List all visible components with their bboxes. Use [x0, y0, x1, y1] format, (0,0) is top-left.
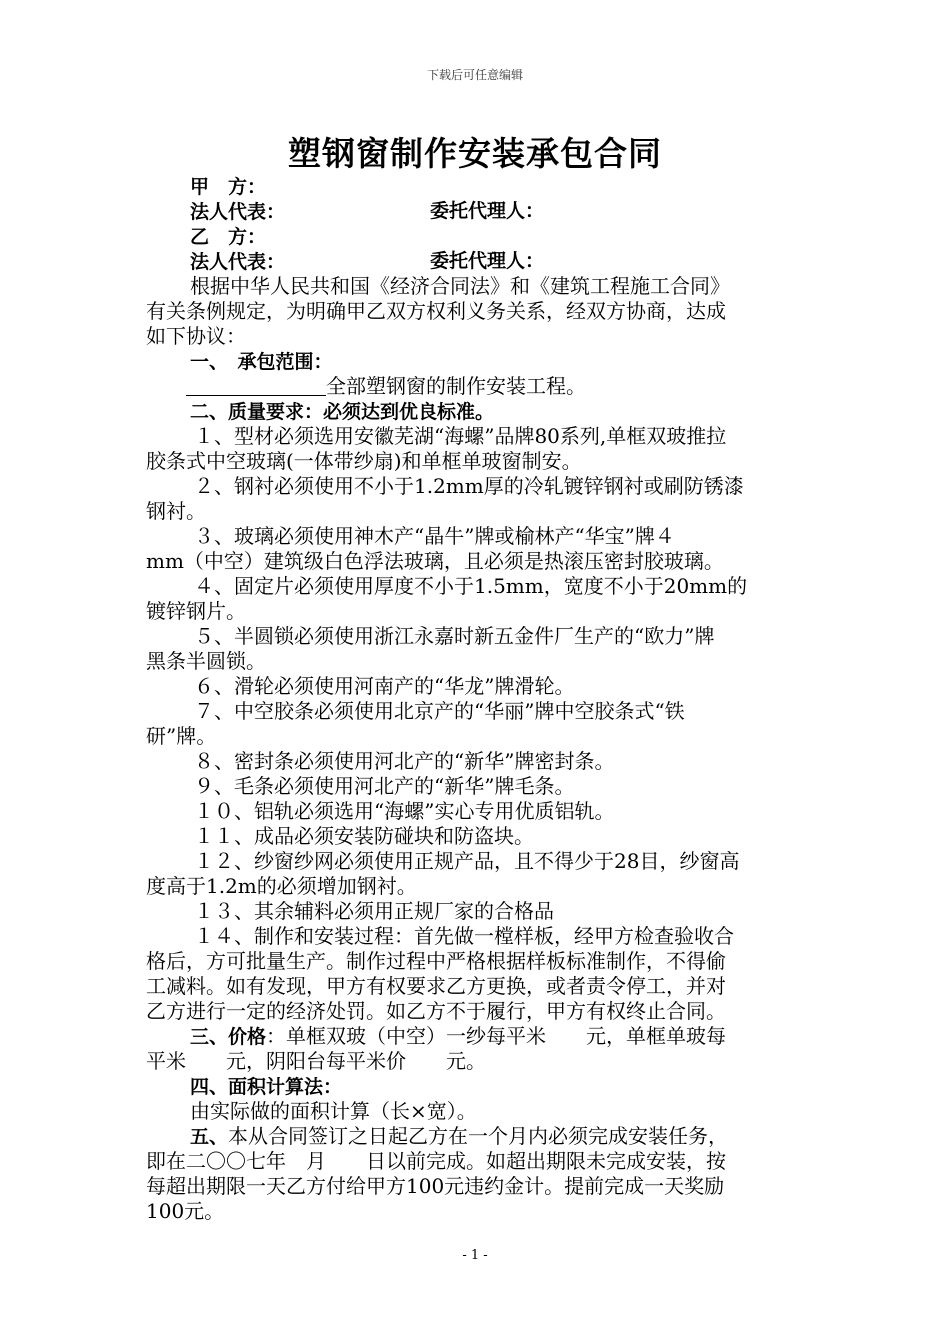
- document-title: 塑钢窗制作安装承包合同: [288, 134, 662, 173]
- intro-line: 根据中华人民共和国《经济合同法》和《建筑工程施工合同》: [190, 274, 730, 298]
- section-3-line: 平米 元，阴阳台每平米价 元。: [146, 1049, 486, 1073]
- quality-item-line: 工减料。如有发现，甲方有权要求乙方更换，或者责令停工，并对: [146, 974, 726, 998]
- quality-item-line: 乙方进行一定的经济处罚。如乙方不于履行，甲方有权终止合同。: [146, 999, 726, 1023]
- party-a-rep-label: 法人代表：: [190, 201, 286, 223]
- quality-item-line: 黑条半圆锁。: [146, 649, 266, 673]
- section-4-text: 由实际做的面积计算（长×宽）。: [190, 1099, 477, 1123]
- quality-item-line: mm（中空）建筑级白色浮法玻璃，且必须是热滚压密封胶玻璃。: [146, 549, 724, 573]
- party-a-agent-label: 委托代理人：: [430, 200, 545, 222]
- section-1-text: 全部塑钢窗的制作安装工程。: [146, 374, 806, 399]
- section-5-line: 100元。: [146, 1199, 225, 1223]
- quality-item-line: １、型材必须选用安徽芜湖“海螺”品牌80系列,单框双玻推拉: [194, 424, 727, 448]
- section-5-line: 五、本从合同签订之日起乙方在一个月内必须完成安装任务，: [190, 1124, 729, 1148]
- quality-item-line: １３、其余辅料必须用正规厂家的合格品: [194, 899, 554, 923]
- quality-items-list: [146, 424, 806, 1024]
- party-b-label: 乙 方：: [190, 226, 267, 248]
- quality-item-line: 胶条式中空玻璃(一体带纱扇)和单框单玻窗制安。: [146, 449, 582, 473]
- quality-item-line: １４、制作和安装过程：首先做一樘样板，经甲方检查验收合: [194, 924, 734, 948]
- section-3-line: 三、价格：单框双玻（中空）一纱每平米 元，单框单玻每: [190, 1024, 727, 1048]
- party-b-agent-label: 委托代理人：: [430, 250, 545, 272]
- intro-line: 如下协议：: [146, 324, 246, 348]
- quality-item-line: ８、密封条必须使用河北产的“新华”牌密封条。: [194, 749, 615, 773]
- fill-in-blank: [186, 375, 326, 396]
- page-number: - 1 -: [462, 1248, 488, 1263]
- quality-item-line: 研”牌。: [146, 724, 217, 748]
- quality-item-line: ６、滑轮必须使用河南产的“华龙”牌滑轮。: [194, 674, 575, 698]
- section-1-heading: 一、 承包范围：: [190, 351, 333, 373]
- quality-item-line: 镀锌钢片。: [146, 599, 246, 623]
- quality-item-line: ９、毛条必须使用河北产的“新华”牌毛条。: [194, 774, 575, 798]
- party-b-rep-label: 法人代表：: [190, 251, 286, 273]
- quality-item-line: ４、固定片必须使用厚度不小于1.5mm，宽度不小于20mm的: [194, 574, 748, 598]
- quality-item-line: 格后，方可批量生产。制作过程中严格根据样板标准制作，不得偷: [146, 949, 726, 973]
- party-a-line: [146, 174, 806, 199]
- header-note: 下载后可任意编辑: [426, 68, 523, 82]
- contract-body: [146, 174, 806, 1224]
- section-5-line: 每超出期限一天乙方付给甲方100元违约金计。提前完成一天奖励: [146, 1174, 725, 1198]
- quality-item-line: １２、纱窗纱网必须使用正规产品，且不得少于28目，纱窗高: [194, 849, 740, 873]
- party-b-line: [146, 224, 806, 249]
- quality-item-line: １１、成品必须安装防碰块和防盗块。: [194, 824, 534, 848]
- quality-item-line: 度高于1.2m的必须增加钢衬。: [146, 874, 417, 898]
- quality-item-line: 钢衬。: [146, 499, 206, 523]
- quality-item-line: １０、铝轨必须选用“海螺”实心专用优质铝轨。: [194, 799, 615, 823]
- section-5-line: 即在二〇〇七年 月 日以前完成。如超出期限未完成安装，按: [146, 1149, 726, 1173]
- party-b-rep-line: [146, 249, 806, 274]
- section-4-heading: 四、面积计算法：: [190, 1076, 343, 1098]
- quality-item-line: ５、半圆锁必须使用浙江永嘉时新五金件厂生产的“欧力”牌: [194, 624, 715, 648]
- intro-line: 有关条例规定，为明确甲乙双方权利义务关系，经双方协商，达成: [146, 299, 726, 323]
- quality-item-line: ２、钢衬必须使用不小于1.2mm厚的冷轧镀锌钢衬或刷防锈漆: [194, 474, 744, 498]
- quality-item-line: ３、玻璃必须使用神木产“晶牛”牌或榆林产“华宝”牌４: [194, 524, 675, 548]
- party-a-label: 甲 方：: [190, 176, 267, 198]
- party-a-rep-line: [146, 199, 806, 224]
- quality-item-line: ７、中空胶条必须使用北京产的“华丽”牌中空胶条式“铁: [194, 699, 685, 723]
- section-2-heading: 二、质量要求：必须达到优良标准。: [190, 401, 495, 423]
